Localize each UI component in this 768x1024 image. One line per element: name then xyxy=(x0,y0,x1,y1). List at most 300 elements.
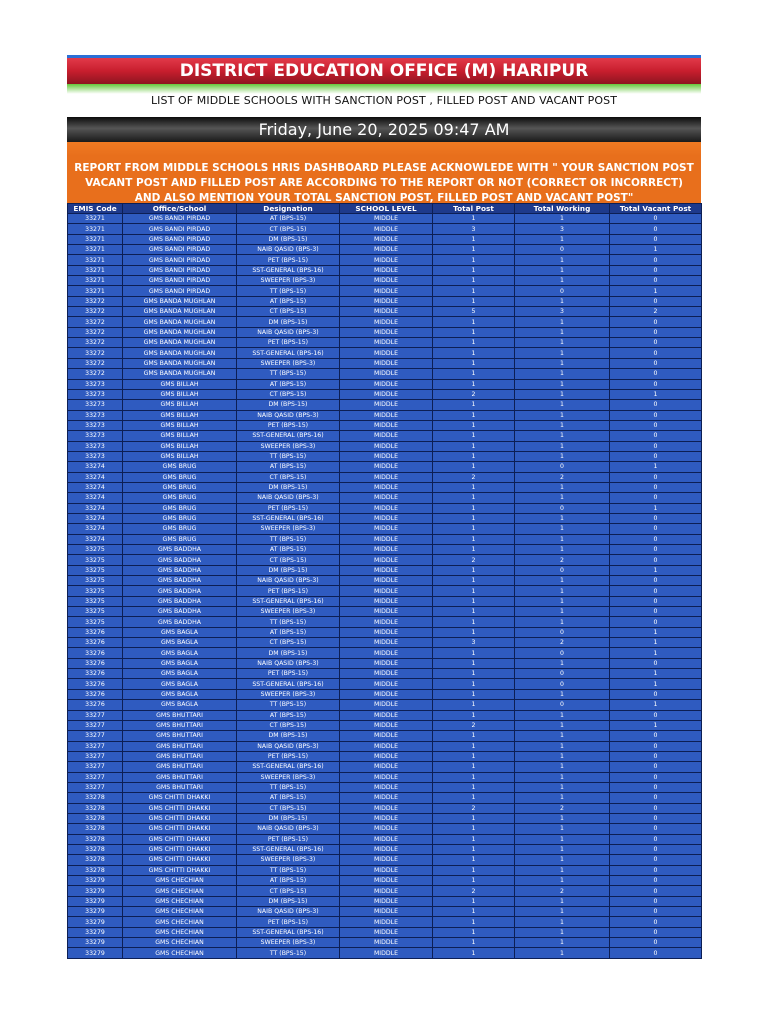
total-post-cell: 5 xyxy=(433,307,515,317)
total-post-cell: 1 xyxy=(433,948,515,958)
emis-code-cell: 33278 xyxy=(68,803,123,813)
school-level-cell: MIDDLE xyxy=(340,689,433,699)
office-school-cell: GMS BADDHA xyxy=(123,617,237,627)
total-working-cell: 2 xyxy=(515,472,610,482)
table-row xyxy=(68,793,702,803)
emis-code-cell: 33275 xyxy=(68,576,123,586)
school-level-cell: MIDDLE xyxy=(340,545,433,555)
table-row xyxy=(68,472,702,482)
office-school-cell: GMS BADDHA xyxy=(123,555,237,565)
total-vacant-cell: 0 xyxy=(610,400,702,410)
total-working-cell: 1 xyxy=(515,658,610,668)
total-vacant-cell: 0 xyxy=(610,865,702,875)
total-post-cell: 1 xyxy=(433,586,515,596)
total-vacant-cell: 1 xyxy=(610,627,702,637)
emis-code-cell: 33272 xyxy=(68,338,123,348)
total-post-cell: 1 xyxy=(433,296,515,306)
office-school-cell: GMS BILLAH xyxy=(123,389,237,399)
total-working-cell: 1 xyxy=(515,876,610,886)
total-post-cell: 1 xyxy=(433,917,515,927)
table-row xyxy=(68,358,702,368)
total-vacant-cell: 0 xyxy=(610,876,702,886)
office-school-cell: GMS CHITTI DHAKKI xyxy=(123,865,237,875)
school-level-cell: MIDDLE xyxy=(340,534,433,544)
total-vacant-cell: 0 xyxy=(610,472,702,482)
total-post-cell: 1 xyxy=(433,338,515,348)
total-vacant-cell: 0 xyxy=(610,224,702,234)
total-vacant-cell: 0 xyxy=(610,803,702,813)
school-level-cell: MIDDLE xyxy=(340,410,433,420)
total-working-cell: 1 xyxy=(515,389,610,399)
table-row xyxy=(68,844,702,854)
total-post-cell: 1 xyxy=(433,369,515,379)
table-row xyxy=(68,441,702,451)
total-post-cell: 1 xyxy=(433,782,515,792)
total-working-cell: 1 xyxy=(515,782,610,792)
table-row xyxy=(68,451,702,461)
school-level-cell: MIDDLE xyxy=(340,751,433,761)
designation-cell: NAIB QASID (BPS-3) xyxy=(237,907,340,917)
total-working-cell: 1 xyxy=(515,824,610,834)
school-level-cell: MIDDLE xyxy=(340,245,433,255)
office-school-cell: GMS BILLAH xyxy=(123,451,237,461)
designation-cell: SWEEPER (BPS-3) xyxy=(237,358,340,368)
total-vacant-cell: 0 xyxy=(610,813,702,823)
office-school-cell: GMS CHITTI DHAKKI xyxy=(123,813,237,823)
total-post-cell: 1 xyxy=(433,813,515,823)
school-level-cell: MIDDLE xyxy=(340,441,433,451)
emis-code-cell: 33271 xyxy=(68,214,123,224)
school-level-cell: MIDDLE xyxy=(340,896,433,906)
office-school-cell: GMS BADDHA xyxy=(123,586,237,596)
emis-code-cell: 33273 xyxy=(68,441,123,451)
office-school-cell: GMS BRUG xyxy=(123,524,237,534)
total-vacant-cell: 0 xyxy=(610,586,702,596)
total-vacant-cell: 0 xyxy=(610,710,702,720)
designation-cell: CT (BPS-15) xyxy=(237,555,340,565)
total-working-cell: 3 xyxy=(515,307,610,317)
total-post-cell: 1 xyxy=(433,679,515,689)
total-vacant-cell: 0 xyxy=(610,327,702,337)
total-vacant-cell: 0 xyxy=(610,420,702,430)
total-working-cell: 0 xyxy=(515,565,610,575)
office-school-cell: GMS BHUTTARI xyxy=(123,741,237,751)
emis-code-cell: 33277 xyxy=(68,710,123,720)
total-post-cell: 1 xyxy=(433,607,515,617)
table-row xyxy=(68,772,702,782)
emis-code-cell: 33277 xyxy=(68,731,123,741)
posts-table xyxy=(67,203,702,959)
table-row xyxy=(68,855,702,865)
total-vacant-cell: 0 xyxy=(610,689,702,699)
office-school-cell: GMS CHECHIAN xyxy=(123,886,237,896)
table-row xyxy=(68,555,702,565)
designation-cell: AT (BPS-15) xyxy=(237,462,340,472)
designation-cell: PET (BPS-15) xyxy=(237,503,340,513)
emis-code-cell: 33274 xyxy=(68,503,123,513)
total-vacant-cell: 0 xyxy=(610,741,702,751)
total-working-cell: 1 xyxy=(515,844,610,854)
total-vacant-cell: 0 xyxy=(610,824,702,834)
school-level-cell: MIDDLE xyxy=(340,327,433,337)
total-vacant-cell: 0 xyxy=(610,596,702,606)
office-school-cell: GMS BHUTTARI xyxy=(123,772,237,782)
table-row xyxy=(68,689,702,699)
total-working-cell: 1 xyxy=(515,348,610,358)
school-level-cell: MIDDLE xyxy=(340,876,433,886)
school-level-cell: MIDDLE xyxy=(340,596,433,606)
school-level-cell: MIDDLE xyxy=(340,482,433,492)
table-row xyxy=(68,803,702,813)
school-level-cell: MIDDLE xyxy=(340,927,433,937)
total-working-cell: 1 xyxy=(515,855,610,865)
total-working-cell: 2 xyxy=(515,555,610,565)
table-row xyxy=(68,896,702,906)
col-header-office-school: Office/School xyxy=(123,204,237,214)
report-instructions: REPORT FROM MIDDLE SCHOOLS HRIS DASHBOARD PLEASE ACKNOWLEDE WITH " YOUR SANCTION POST VACANT POST AND FILLED POST ARE ACCORDING TO THE REPORT OR NOT (CORRECT OR INCORRECT) AND ALSO MENTION YOUR TOTAL SANCTION POST, FILLED POST AND VACANT POST" xyxy=(67,156,701,203)
emis-code-cell: 33274 xyxy=(68,482,123,492)
office-school-cell: GMS BAGLA xyxy=(123,658,237,668)
school-level-cell: MIDDLE xyxy=(340,214,433,224)
table-row xyxy=(68,938,702,948)
school-level-cell: MIDDLE xyxy=(340,493,433,503)
emis-code-cell: 33279 xyxy=(68,948,123,958)
total-working-cell: 0 xyxy=(515,627,610,637)
table-row xyxy=(68,493,702,503)
school-level-cell: MIDDLE xyxy=(340,731,433,741)
table-row xyxy=(68,513,702,523)
table-row xyxy=(68,886,702,896)
designation-cell: AT (BPS-15) xyxy=(237,876,340,886)
total-post-cell: 2 xyxy=(433,555,515,565)
school-level-cell: MIDDLE xyxy=(340,451,433,461)
designation-cell: SWEEPER (BPS-3) xyxy=(237,855,340,865)
emis-code-cell: 33278 xyxy=(68,865,123,875)
designation-cell: DM (BPS-15) xyxy=(237,482,340,492)
designation-cell: TT (BPS-15) xyxy=(237,534,340,544)
total-vacant-cell: 1 xyxy=(610,565,702,575)
table-row xyxy=(68,710,702,720)
total-working-cell: 2 xyxy=(515,638,610,648)
table-row xyxy=(68,586,702,596)
total-vacant-cell: 1 xyxy=(610,638,702,648)
school-level-cell: MIDDLE xyxy=(340,369,433,379)
school-level-cell: MIDDLE xyxy=(340,431,433,441)
designation-cell: TT (BPS-15) xyxy=(237,948,340,958)
designation-cell: PET (BPS-15) xyxy=(237,834,340,844)
table-row xyxy=(68,638,702,648)
office-school-cell: GMS BANDI PIRDAD xyxy=(123,224,237,234)
total-working-cell: 0 xyxy=(515,669,610,679)
total-working-cell: 0 xyxy=(515,648,610,658)
col-header-emis-code: EMIS Code xyxy=(68,204,123,214)
total-vacant-cell: 1 xyxy=(610,700,702,710)
office-school-cell: GMS BANDA MUGHLAN xyxy=(123,348,237,358)
school-level-cell: MIDDLE xyxy=(340,472,433,482)
total-post-cell: 1 xyxy=(433,896,515,906)
total-working-cell: 2 xyxy=(515,803,610,813)
total-working-cell: 3 xyxy=(515,224,610,234)
school-level-cell: MIDDLE xyxy=(340,565,433,575)
total-vacant-cell: 0 xyxy=(610,844,702,854)
office-school-cell: GMS BAGLA xyxy=(123,638,237,648)
emis-code-cell: 33279 xyxy=(68,927,123,937)
designation-cell: AT (BPS-15) xyxy=(237,627,340,637)
total-vacant-cell: 0 xyxy=(610,886,702,896)
total-post-cell: 1 xyxy=(433,731,515,741)
designation-cell: SST-GENERAL (BPS-16) xyxy=(237,431,340,441)
emis-code-cell: 33277 xyxy=(68,762,123,772)
school-level-cell: MIDDLE xyxy=(340,648,433,658)
table-row xyxy=(68,741,702,751)
total-vacant-cell: 0 xyxy=(610,948,702,958)
office-school-cell: GMS BAGLA xyxy=(123,669,237,679)
total-post-cell: 1 xyxy=(433,214,515,224)
total-post-cell: 1 xyxy=(433,762,515,772)
office-school-cell: GMS CHECHIAN xyxy=(123,876,237,886)
total-post-cell: 2 xyxy=(433,472,515,482)
designation-cell: AT (BPS-15) xyxy=(237,710,340,720)
total-working-cell: 1 xyxy=(515,545,610,555)
total-post-cell: 1 xyxy=(433,669,515,679)
table-row xyxy=(68,865,702,875)
emis-code-cell: 33277 xyxy=(68,751,123,761)
school-level-cell: MIDDLE xyxy=(340,679,433,689)
emis-code-cell: 33272 xyxy=(68,358,123,368)
total-post-cell: 2 xyxy=(433,803,515,813)
total-post-cell: 1 xyxy=(433,513,515,523)
total-post-cell: 1 xyxy=(433,844,515,854)
designation-cell: NAIB QASID (BPS-3) xyxy=(237,493,340,503)
total-working-cell: 1 xyxy=(515,617,610,627)
total-post-cell: 1 xyxy=(433,793,515,803)
emis-code-cell: 33271 xyxy=(68,245,123,255)
emis-code-cell: 33278 xyxy=(68,844,123,854)
total-vacant-cell: 0 xyxy=(610,782,702,792)
designation-cell: CT (BPS-15) xyxy=(237,472,340,482)
total-post-cell: 1 xyxy=(433,348,515,358)
office-school-cell: GMS CHITTI DHAKKI xyxy=(123,824,237,834)
emis-code-cell: 33278 xyxy=(68,793,123,803)
total-working-cell: 1 xyxy=(515,772,610,782)
office-school-cell: GMS CHECHIAN xyxy=(123,896,237,906)
total-post-cell: 1 xyxy=(433,865,515,875)
designation-cell: NAIB QASID (BPS-3) xyxy=(237,741,340,751)
school-level-cell: MIDDLE xyxy=(340,389,433,399)
designation-cell: CT (BPS-15) xyxy=(237,638,340,648)
designation-cell: PET (BPS-15) xyxy=(237,420,340,430)
table-row xyxy=(68,276,702,286)
emis-code-cell: 33275 xyxy=(68,545,123,555)
designation-cell: TT (BPS-15) xyxy=(237,451,340,461)
office-school-cell: GMS BAGLA xyxy=(123,679,237,689)
emis-code-cell: 33275 xyxy=(68,607,123,617)
total-vacant-cell: 0 xyxy=(610,358,702,368)
emis-code-cell: 33276 xyxy=(68,648,123,658)
total-vacant-cell: 0 xyxy=(610,762,702,772)
office-school-cell: GMS BANDI PIRDAD xyxy=(123,255,237,265)
school-level-cell: MIDDLE xyxy=(340,379,433,389)
table-row xyxy=(68,824,702,834)
total-working-cell: 2 xyxy=(515,886,610,896)
emis-code-cell: 33272 xyxy=(68,307,123,317)
office-school-cell: GMS BANDA MUGHLAN xyxy=(123,307,237,317)
total-working-cell: 1 xyxy=(515,793,610,803)
designation-cell: AT (BPS-15) xyxy=(237,545,340,555)
table-row xyxy=(68,503,702,513)
office-school-cell: GMS BRUG xyxy=(123,513,237,523)
col-header-school-level: SCHOOL LEVEL xyxy=(340,204,433,214)
school-level-cell: MIDDLE xyxy=(340,607,433,617)
designation-cell: PET (BPS-15) xyxy=(237,255,340,265)
total-vacant-cell: 0 xyxy=(610,276,702,286)
total-post-cell: 1 xyxy=(433,648,515,658)
emis-code-cell: 33279 xyxy=(68,917,123,927)
office-school-cell: GMS BANDI PIRDAD xyxy=(123,286,237,296)
total-vacant-cell: 1 xyxy=(610,389,702,399)
total-post-cell: 1 xyxy=(433,907,515,917)
table-row xyxy=(68,545,702,555)
designation-cell: SST-GENERAL (BPS-16) xyxy=(237,596,340,606)
total-post-cell: 1 xyxy=(433,824,515,834)
total-working-cell: 1 xyxy=(515,927,610,937)
school-level-cell: MIDDLE xyxy=(340,834,433,844)
table-row xyxy=(68,524,702,534)
office-school-cell: GMS BRUG xyxy=(123,493,237,503)
total-vacant-cell: 0 xyxy=(610,369,702,379)
total-post-cell: 1 xyxy=(433,400,515,410)
school-level-cell: MIDDLE xyxy=(340,813,433,823)
col-header-total-post: Total Post xyxy=(433,204,515,214)
office-school-cell: GMS CHITTI DHAKKI xyxy=(123,855,237,865)
table-row xyxy=(68,782,702,792)
designation-cell: NAIB QASID (BPS-3) xyxy=(237,824,340,834)
school-level-cell: MIDDLE xyxy=(340,420,433,430)
emis-code-cell: 33276 xyxy=(68,689,123,699)
designation-cell: DM (BPS-15) xyxy=(237,234,340,244)
emis-code-cell: 33272 xyxy=(68,327,123,337)
total-vacant-cell: 1 xyxy=(610,679,702,689)
table-row xyxy=(68,369,702,379)
office-school-cell: GMS CHITTI DHAKKI xyxy=(123,844,237,854)
designation-cell: NAIB QASID (BPS-3) xyxy=(237,410,340,420)
table-body xyxy=(68,214,702,959)
emis-code-cell: 33271 xyxy=(68,286,123,296)
emis-code-cell: 33271 xyxy=(68,255,123,265)
designation-cell: TT (BPS-15) xyxy=(237,865,340,875)
table-row xyxy=(68,669,702,679)
emis-code-cell: 33275 xyxy=(68,596,123,606)
total-working-cell: 1 xyxy=(515,948,610,958)
total-working-cell: 1 xyxy=(515,265,610,275)
school-level-cell: MIDDLE xyxy=(340,844,433,854)
emis-code-cell: 33273 xyxy=(68,420,123,430)
total-vacant-cell: 0 xyxy=(610,493,702,503)
total-post-cell: 1 xyxy=(433,503,515,513)
school-level-cell: MIDDLE xyxy=(340,576,433,586)
total-post-cell: 1 xyxy=(433,545,515,555)
designation-cell: AT (BPS-15) xyxy=(237,214,340,224)
school-level-cell: MIDDLE xyxy=(340,276,433,286)
total-vacant-cell: 0 xyxy=(610,772,702,782)
emis-code-cell: 33277 xyxy=(68,782,123,792)
emis-code-cell: 33278 xyxy=(68,855,123,865)
school-level-cell: MIDDLE xyxy=(340,720,433,730)
office-school-cell: GMS BAGLA xyxy=(123,689,237,699)
office-school-cell: GMS BADDHA xyxy=(123,565,237,575)
total-post-cell: 1 xyxy=(433,938,515,948)
designation-cell: PET (BPS-15) xyxy=(237,586,340,596)
designation-cell: CT (BPS-15) xyxy=(237,720,340,730)
total-vacant-cell: 0 xyxy=(610,265,702,275)
table-row xyxy=(68,462,702,472)
school-level-cell: MIDDLE xyxy=(340,886,433,896)
total-vacant-cell: 0 xyxy=(610,834,702,844)
office-school-cell: GMS BANDI PIRDAD xyxy=(123,214,237,224)
designation-cell: SST-GENERAL (BPS-16) xyxy=(237,927,340,937)
total-post-cell: 1 xyxy=(433,493,515,503)
emis-code-cell: 33278 xyxy=(68,813,123,823)
total-vacant-cell: 0 xyxy=(610,751,702,761)
office-school-cell: GMS BHUTTARI xyxy=(123,762,237,772)
total-vacant-cell: 0 xyxy=(610,441,702,451)
office-title: DISTRICT EDUCATION OFFICE (M) HARIPUR xyxy=(67,55,701,84)
total-vacant-cell: 0 xyxy=(610,348,702,358)
total-post-cell: 2 xyxy=(433,720,515,730)
table-row xyxy=(68,338,702,348)
total-post-cell: 2 xyxy=(433,389,515,399)
emis-code-cell: 33273 xyxy=(68,431,123,441)
table-row xyxy=(68,534,702,544)
school-level-cell: MIDDLE xyxy=(340,948,433,958)
office-school-cell: GMS BANDA MUGHLAN xyxy=(123,338,237,348)
designation-cell: PET (BPS-15) xyxy=(237,669,340,679)
total-working-cell: 1 xyxy=(515,834,610,844)
designation-cell: SWEEPER (BPS-3) xyxy=(237,276,340,286)
emis-code-cell: 33274 xyxy=(68,513,123,523)
table-row xyxy=(68,255,702,265)
school-level-cell: MIDDLE xyxy=(340,338,433,348)
designation-cell: SWEEPER (BPS-3) xyxy=(237,772,340,782)
office-school-cell: GMS BAGLA xyxy=(123,648,237,658)
table-row xyxy=(68,317,702,327)
table-row xyxy=(68,907,702,917)
emis-code-cell: 33272 xyxy=(68,317,123,327)
designation-cell: SST-GENERAL (BPS-16) xyxy=(237,844,340,854)
office-school-cell: GMS BANDA MUGHLAN xyxy=(123,317,237,327)
total-post-cell: 1 xyxy=(433,286,515,296)
office-school-cell: GMS BANDA MUGHLAN xyxy=(123,327,237,337)
designation-cell: DM (BPS-15) xyxy=(237,400,340,410)
table-row xyxy=(68,482,702,492)
designation-cell: DM (BPS-15) xyxy=(237,565,340,575)
office-school-cell: GMS BANDA MUGHLAN xyxy=(123,358,237,368)
table-row xyxy=(68,731,702,741)
designation-cell: TT (BPS-15) xyxy=(237,782,340,792)
total-post-cell: 1 xyxy=(433,627,515,637)
office-school-cell: GMS BHUTTARI xyxy=(123,720,237,730)
school-level-cell: MIDDLE xyxy=(340,762,433,772)
total-vacant-cell: 0 xyxy=(610,658,702,668)
total-working-cell: 1 xyxy=(515,762,610,772)
total-working-cell: 1 xyxy=(515,607,610,617)
table-row xyxy=(68,420,702,430)
table-row xyxy=(68,700,702,710)
emis-code-cell: 33274 xyxy=(68,493,123,503)
emis-code-cell: 33277 xyxy=(68,772,123,782)
school-level-cell: MIDDLE xyxy=(340,907,433,917)
total-working-cell: 1 xyxy=(515,338,610,348)
